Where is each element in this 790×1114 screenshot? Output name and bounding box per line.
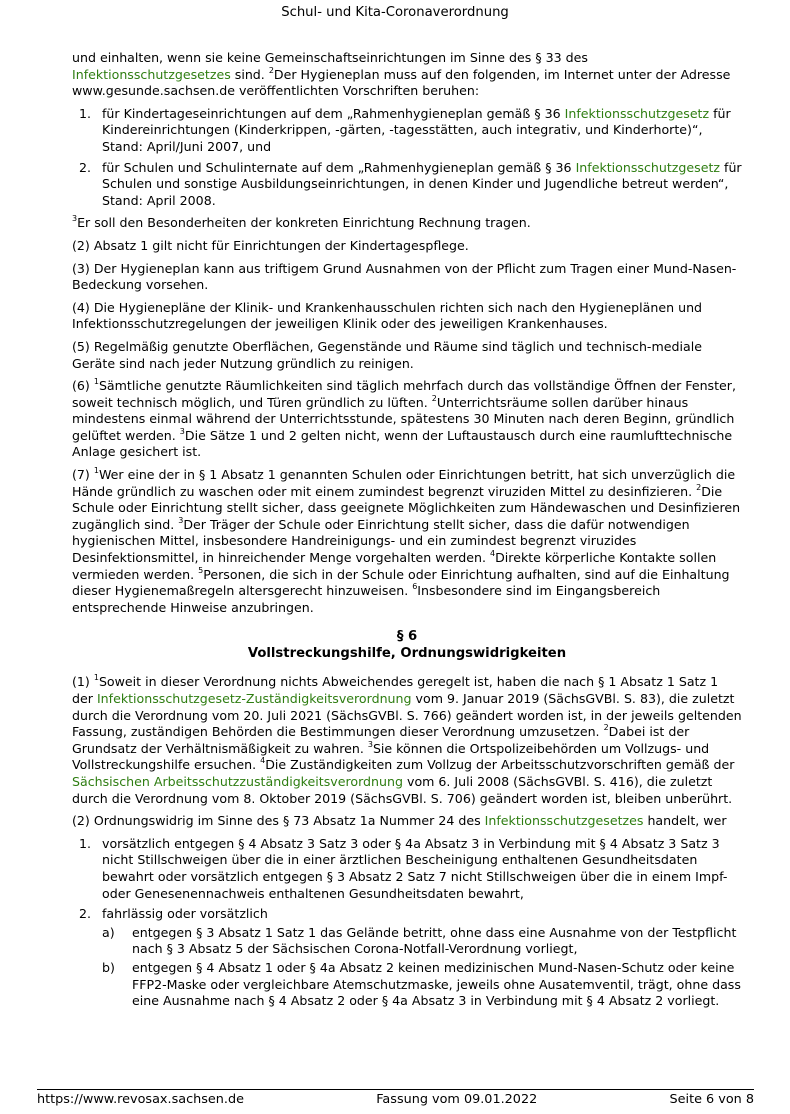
- paragraph-3: (3) Der Hygieneplan kann aus triftigem Grund Ausnahmen von der Pflicht zum Tragen einer Mund-Nasen-Bedeckung vorsehen.: [72, 260, 737, 293]
- text: Die Zuständigkeiten zum Vollzug der Arbeitsschutzvorschriften gemäß der: [265, 757, 735, 773]
- document-body: [72, 50, 742, 1016]
- text: Der Hygieneplan muss auf den folgenden, im Internet unter der Adresse www.gesunde.sachsen.de veröffentlichten Vorschriften beruhen:: [72, 66, 731, 99]
- paragraph-7: [72, 467, 742, 616]
- text: für Kindertageseinrichtungen auf dem „Rahmenhygieneplan gemäß § 36: [102, 105, 565, 121]
- text: fahrlässig oder vorsätzlich: [102, 906, 268, 922]
- section-heading: [72, 628, 742, 662]
- sentence-number: 1: [93, 673, 99, 683]
- sentence-number: 2: [431, 393, 437, 403]
- paragraph-5: (5) Regelmäßig genutzte Oberflächen, Gegenstände und Räume sind täglich und technisch-mediale Geräte sind nach jeder Nutzung gründlich zu reinigen.: [72, 338, 702, 371]
- text: Insbesondere sind im Eingangsbereich entsprechende Hinweise anzubringen.: [72, 583, 661, 615]
- text: Die Schule oder Einrichtung stellt sicher, dass geeignete Möglichkeiten zum Händewaschen und Desinfizieren zugänglich sind.: [72, 483, 741, 532]
- section-number: § 6: [396, 629, 418, 645]
- list-marker: b): [102, 959, 115, 975]
- sub-list-item: [102, 960, 742, 1010]
- list-marker: 1.: [79, 835, 92, 851]
- text: Direkte körperliche Kontakte sollen vermieden werden.: [72, 550, 717, 582]
- text: Der Träger der Schule oder Einrichtung stellt sicher, dass die dafür notwendigen hygienischen Mittel, insbesondere Handreinigungs- und ein zumindest begrenzt viruzides Desinfektionsmittel, in hinreichender Menge vorgehalten werden.: [72, 516, 690, 566]
- link-infektionsschutzgesetz[interactable]: Infektionsschutzgesetz: [575, 159, 721, 175]
- text: (1): [72, 674, 94, 690]
- text: entgegen § 4 Absatz 1 oder § 4a Absatz 2 keinen medizinischen Mund-Nasen-Schutz oder keine FFP2-Maske oder vergleichbare Atemschutzmaske, jeweils ohne Ausatemventil, trägt, ohne dass eine Ausnahme nach § 4 Absatz 2 oder § 4a Absatz 3 in Verbindung mit § 4 Absatz 2 vorliegt.: [132, 959, 741, 1009]
- paragraph-sentence-3: [72, 215, 742, 232]
- paragraph-intro: [72, 50, 742, 100]
- section-title: Vollstreckungshilfe, Ordnungswidrigkeiten: [247, 646, 567, 662]
- sub-list-item: [102, 925, 742, 958]
- footer-url[interactable]: https://www.revosax.sachsen.de: [37, 1092, 244, 1107]
- section6-paragraph-1: [72, 674, 742, 807]
- text: vorsätzlich entgegen § 4 Absatz 3 Satz 3 oder § 4a Absatz 3 in Verbindung mit § 4 Absatz 3 Satz 3 nicht Stillschweigen über die in einer ärztlichen Bescheinigung enthaltenen Gesundheitsdaten bewahrt oder vorsätzlich entgegen § 3 Absatz 2 Satz 7 nicht Stillschweigen über die in einem Impf- oder Genesenennachweis enthaltenen Gesundheitsdaten bewahrt,: [102, 835, 728, 901]
- sentence-number: 6: [412, 582, 418, 592]
- sentence-number: 2: [696, 482, 702, 492]
- footer-version: Fassung vom 09.01.2022: [376, 1092, 538, 1107]
- list-item: [72, 106, 742, 156]
- hygieneplan-list: [72, 106, 742, 210]
- section6-paragraph-2: [72, 813, 742, 830]
- list-marker: 1.: [79, 105, 92, 121]
- sentence-number: 3: [179, 426, 185, 436]
- text: Wer eine der in § 1 Absatz 1 genannten Schulen oder Einrichtungen betritt, hat sich unverzüglich die Hände gründlich zu waschen oder mit einem zumindest begrenzt viruziden Mittel zu desinfizieren.: [72, 467, 736, 499]
- list-marker: 2.: [79, 906, 92, 922]
- text: sind.: [230, 66, 269, 82]
- text: für Schulen und sonstige Ausbildungseinrichtungen, in denen Kinder und Jugendliche betreut werden“, Stand: April 2008.: [102, 159, 742, 208]
- sentence-number: 2: [603, 723, 609, 733]
- text: Sämtliche genutzte Räumlichkeiten sind täglich mehrfach durch das vollständige Öffnen der Fenster, soweit technisch möglich, und Türen gründlich zu lüften.: [72, 378, 736, 410]
- page-footer: [37, 1089, 754, 1107]
- paragraph-6: [72, 378, 742, 461]
- text: vom 6. Juli 2008 (SächsGVBl. S. 416), die zuletzt durch die Verordnung vom 8. Oktober 2019 (SächsGVBl. S. 706) geändert worden ist, bleiben unberührt.: [72, 773, 733, 806]
- text: handelt, wer: [643, 813, 727, 829]
- text: Sie können die Ortspolizeibehörden um Vollzugs- und Vollstreckungshilfe ersuchen.: [72, 740, 710, 773]
- text: Die Sätze 1 und 2 gelten nicht, wenn der Luftaustausch durch eine raumlufttechnische Anlage gesichert ist.: [72, 427, 733, 460]
- text: Er soll den Besonderheiten der konkreten Einrichtung Rechnung tragen.: [77, 215, 531, 231]
- text: Unterrichtsräume sollen darüber hinaus mindestens einmal während der Unterrichtsstunde, spätestens 30 Minuten nach deren Beginn, gründlich gelüftet werden.: [72, 394, 735, 443]
- text: Personen, die sich in der Schule oder Einrichtung aufhalten, sind auf die Einhaltung dieser Hygienemaßregeln altersgerecht hinzuweisen.: [72, 566, 730, 599]
- text: (2) Ordnungswidrig im Sinne des § 73 Absatz 1a Nummer 24 des: [72, 813, 485, 829]
- text: für Kindereinrichtungen (Kinderkrippen, -gärten, -tagesstätten, auch integrativ, und Kinderhorte)“, Stand: April/Juni 2007, und: [102, 105, 731, 154]
- sentence-number: 4: [490, 549, 496, 559]
- link-arbeitsschutzzustaendigkeitsverordnung[interactable]: Sächsischen Arbeitsschutzzuständigkeitsverordnung: [72, 773, 403, 789]
- document-title: Schul- und Kita-Coronaverordnung: [281, 5, 509, 20]
- list-item: [72, 160, 742, 210]
- sentence-number: 3: [72, 214, 78, 224]
- list-item: [72, 906, 742, 1010]
- sentence-number: 5: [198, 565, 204, 575]
- list-marker: a): [102, 924, 115, 940]
- link-infektionsschutzgesetz[interactable]: Infektionsschutzgesetzes: [72, 66, 231, 82]
- paragraph-2: (2) Absatz 1 gilt nicht für Einrichtungen der Kindertagespflege.: [72, 237, 469, 253]
- text: (7): [72, 467, 94, 483]
- list-marker: 2.: [79, 159, 92, 175]
- text: (6): [72, 378, 94, 394]
- sentence-number: 1: [93, 377, 99, 387]
- sentence-number: 3: [178, 515, 184, 525]
- sentence-number: 1: [93, 466, 99, 476]
- sentence-number: 3: [367, 739, 373, 749]
- text: Soweit in dieser Verordnung nichts Abweichendes geregelt ist, haben die nach § 1 Absatz 1 Satz 1 der: [72, 674, 719, 706]
- text: entgegen § 3 Absatz 1 Satz 1 das Gelände betritt, ohne dass eine Ausnahme von der Testpflicht nach § 3 Absatz 5 der Sächsischen Corona-Notfall-Verordnung vorliegt,: [132, 924, 737, 957]
- footer-page-number: Seite 6 von 8: [669, 1092, 754, 1107]
- text: vom 9. Januar 2019 (SächsGVBl. S. 83), die zuletzt durch die Verordnung vom 20. Juli 2021 (SächsGVBl. S. 766) geändert worden ist, in der jeweils geltenden Fassung, zuständigen Behörden die Bestimmungen dieser Verordnung umzusetzen.: [72, 691, 742, 740]
- link-infektionsschutzgesetz[interactable]: Infektionsschutzgesetz: [564, 105, 710, 121]
- sentence-number: 4: [260, 756, 266, 766]
- text: und einhalten, wenn sie keine Gemeinschaftseinrichtungen im Sinne des § 33 des: [72, 50, 588, 65]
- link-infektionsschutzgesetz[interactable]: Infektionsschutzgesetzes: [484, 813, 644, 829]
- text: Dabei ist der Grundsatz der Verhältnismäßigkeit zu wahren.: [72, 724, 690, 756]
- list-item: [72, 836, 742, 902]
- sub-list: [102, 925, 742, 1010]
- ordnungswidrigkeiten-list: [72, 836, 742, 1010]
- text: für Schulen und Schulinternate auf dem „Rahmenhygieneplan gemäß § 36: [102, 159, 576, 175]
- paragraph-4: (4) Die Hygienepläne der Klinik- und Krankenhausschulen richten sich nach den Hygieneplänen und Infektionsschutzregelungen der jeweiligen Klinik oder des jeweiligen Krankenhauses.: [72, 299, 703, 332]
- sentence-number: 2: [268, 65, 274, 75]
- link-zustaendigkeitsverordnung[interactable]: Infektionsschutzgesetz-Zuständigkeitsverordnung: [96, 691, 412, 706]
